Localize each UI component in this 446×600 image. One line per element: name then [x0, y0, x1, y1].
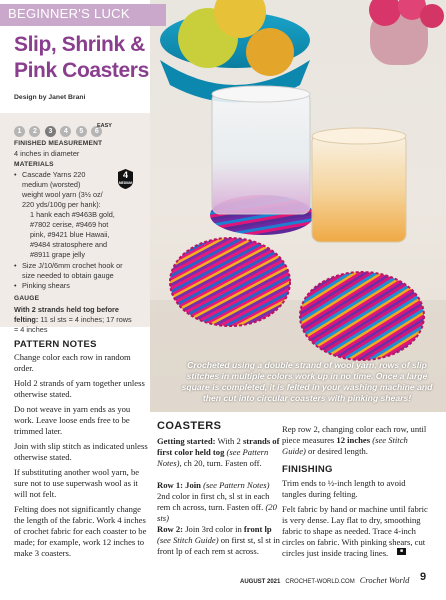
row-2-bold-2: front lp	[243, 524, 272, 534]
gauge-rest-1: 11 sl sts = 4 inches; 17 rows	[40, 315, 132, 324]
hook-description: • Size J/10/6mm crochet hook or size needed to obtain gauge • Pinking shears	[14, 261, 150, 291]
yarn-line: medium (worsted)	[22, 180, 81, 189]
page-number: 9	[420, 571, 427, 583]
gs-text-2: , ch 20, turn. Fasten off.	[179, 458, 262, 468]
yarn-weight-label: MEDIUM	[119, 181, 132, 185]
footer-magazine: Crochet World	[359, 575, 410, 585]
row-1-sts: (20 sts)	[157, 502, 277, 523]
section-tag-text: BEGINNER'S LUCK	[8, 6, 130, 21]
pattern-note-6: Felting does not significantly change the length of the fabric. Work 4 inches of crochet fabric for each coaster to be made; for example, work 12 inches to make 3 coasters.	[14, 504, 147, 558]
pattern-note-4: Join with slip stitch as indicated unless otherwise stated.	[14, 441, 148, 462]
rep-end: or desired length.	[308, 446, 368, 456]
yarn-weight-number: 4	[122, 170, 128, 180]
finished-heading: FINISHED MEASUREMENT	[14, 140, 103, 147]
row-1-italic: (see Pattern Notes)	[203, 480, 270, 490]
row-2-text-1: Join 3rd color in	[185, 524, 242, 534]
skill-level-3: 3	[45, 126, 56, 137]
coasters-heading: COASTERS	[157, 420, 222, 432]
row-2-text-2: on first st, sl st in front lp of each rem st across.	[157, 535, 280, 556]
section-tag	[0, 4, 166, 26]
skill-level-5: 5	[76, 126, 87, 137]
row-2	[157, 524, 281, 557]
page-footer	[240, 575, 409, 585]
photo-illustration	[150, 0, 446, 412]
row-1	[157, 480, 281, 524]
gs-bold-2: strands of first color held tog	[157, 436, 280, 457]
pattern-note-1: Change color each row in random order.	[14, 352, 131, 373]
skill-level-4: 4	[60, 126, 71, 137]
finishing-step-2: Felt fabric by hand or machine until fabric is very dense. Lay flat to dry, smoothing fabric to shape as needed. Trace 4-inch circles on fabric. With pinking shears, cut circles just inside tracing lines.	[282, 504, 428, 558]
finishing-step-1: Trim ends to ½-inch length to avoid tangles during felting.	[282, 478, 406, 499]
finishing-heading: FINISHING	[282, 464, 333, 475]
materials-heading: MATERIALS	[14, 161, 54, 168]
yarn-line: 1 hank each #9463B gold,	[30, 210, 115, 219]
page-title	[14, 32, 164, 84]
info-box	[0, 113, 150, 334]
yarn-line: Cascade Yarns 220	[22, 170, 86, 179]
gauge-heading: GAUGE	[14, 295, 40, 302]
skill-label: EASY	[97, 123, 112, 129]
yarn-weight-icon	[116, 168, 135, 190]
gs-text-1: With 2	[217, 436, 241, 446]
shears-line: Pinking shears	[22, 281, 70, 290]
repeat-row-2	[282, 424, 432, 457]
yarn-line: pink, #9421 blue Hawaii,	[30, 230, 110, 239]
pattern-notes-heading: PATTERN NOTES	[14, 339, 97, 350]
pattern-note-2: Hold 2 strands of yarn together unless otherwise stated.	[14, 378, 145, 399]
gauge-bold-1: With 2 strands held tog before	[14, 305, 119, 314]
hook-line: size needed to obtain gauge	[22, 271, 114, 280]
hook-line: Size J/10/6mm crochet hook or	[22, 261, 123, 270]
pattern-note-3: Do not weave in yarn ends as you work. Leave loose ends free to be trimmed later.	[14, 404, 131, 436]
row-1-text: 2nd color in first ch, sl st in each rem ch across, turn. Fasten off.	[157, 491, 270, 512]
gs-italic: (see Pattern Notes)	[157, 447, 269, 468]
rep-text: Rep row 2, changing color each row, until piece measures	[282, 424, 427, 445]
pattern-note-5: If substituting another wool yarn, be sure not to use superwash wool as it will not felt.	[14, 467, 140, 499]
yarn-line: #8911 grape jelly	[30, 250, 86, 259]
row-2-bold: Row 2:	[157, 524, 184, 534]
yarn-line: #9484 stratosphere and	[30, 240, 108, 249]
row-2-italic: (see Stitch Guide)	[157, 535, 219, 545]
yarn-line: #7802 cerise, #9469 hot	[30, 220, 109, 229]
header	[0, 0, 150, 113]
yarn-line: 220 yds/100g per hank):	[22, 200, 101, 209]
designer-credit: Design by Janet Brani	[14, 94, 86, 101]
skill-level-1: 1	[14, 126, 25, 137]
coaster-photo	[150, 0, 446, 412]
gauge-bold-2: felting:	[14, 315, 39, 324]
footer-site: CROCHET-WORLD.COM	[285, 579, 355, 585]
gauge-text	[14, 305, 150, 335]
getting-started	[157, 436, 281, 469]
finished-value: 4 inches in diameter	[14, 149, 80, 158]
gs-bold: Getting started:	[157, 436, 216, 446]
skill-levels	[14, 120, 102, 135]
rep-italic: (see Stitch Guide)	[282, 435, 408, 456]
gauge-rest-2: = 4 inches	[14, 325, 48, 334]
title-line-1: Slip, Shrink &	[14, 33, 145, 56]
yarn-description: • Cascade Yarns 220 medium (worsted) weight wool yarn (3½ oz/ 220 yds/100g per hank): 1 hank each #9463B gold, #7802 cerise, #9469 hot pink, #9421 blue Hawaii, #9484 stratosphere and #8911 grape jelly	[14, 170, 118, 260]
rep-measure: 12 inches	[336, 435, 371, 445]
footer-date: AUGUST 2021	[240, 579, 281, 585]
row-1-bold: Row 1: Join	[157, 480, 201, 490]
skill-level-6: 6	[91, 126, 102, 137]
title-line-2: Pink Coasters	[14, 59, 149, 82]
yarn-line: weight wool yarn (3½ oz/	[22, 190, 103, 199]
end-mark-icon: ■	[397, 548, 406, 555]
photo-caption: Crocheted using a double strand of wool yarn, rows of slip stitches in multiple colors work up in no time. Once a large square is completed, it is felted in your washing machine and then cut into circular coasters with pinking shears!	[181, 360, 433, 403]
skill-level-2: 2	[29, 126, 40, 137]
